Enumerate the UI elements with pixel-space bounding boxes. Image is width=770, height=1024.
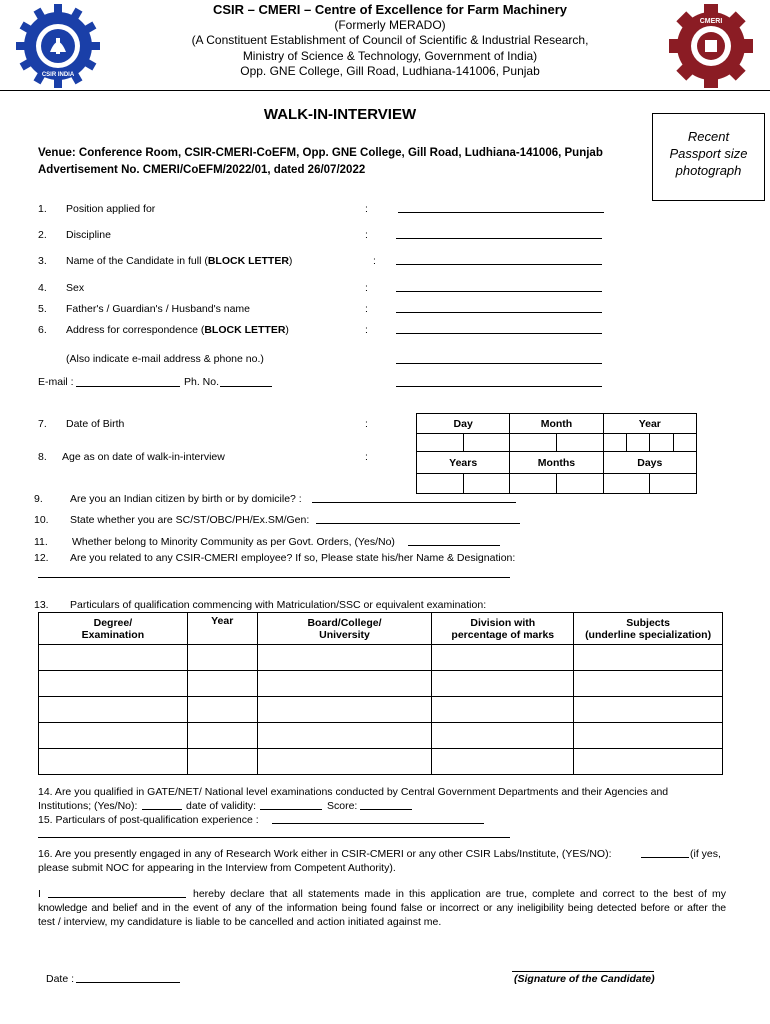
table-cell[interactable] [187, 749, 257, 775]
phone-input[interactable] [220, 377, 272, 387]
table-cell[interactable] [432, 645, 574, 671]
field-number: 7. [38, 418, 47, 430]
svg-text:CSIR INDIA: CSIR INDIA [41, 72, 75, 78]
age-months-header: Months [510, 452, 603, 474]
photo-box [652, 113, 765, 201]
qual-header-division [432, 613, 574, 645]
field-colon: : [365, 418, 368, 430]
score-input[interactable] [360, 800, 412, 810]
table-cell[interactable] [432, 697, 574, 723]
phone-label: Ph. No. [184, 376, 220, 388]
field-colon: : [373, 255, 376, 267]
field-label: Date of Birth [66, 418, 125, 430]
table-cell[interactable] [39, 645, 188, 671]
field-colon: : [365, 303, 368, 315]
cmeri-logo [666, 2, 756, 90]
discipline-input[interactable] [396, 229, 602, 239]
minority-input[interactable] [408, 536, 500, 546]
validity-input[interactable] [260, 800, 322, 810]
table-cell[interactable] [187, 697, 257, 723]
gate-net-input[interactable] [142, 800, 182, 810]
field-colon: : [365, 451, 368, 463]
email-row [38, 376, 74, 388]
field-number: 2. [38, 229, 47, 241]
age-years-cell[interactable] [463, 474, 510, 494]
qual-header-degree [39, 613, 188, 645]
citizenship-input[interactable] [312, 493, 516, 503]
header-line: Subjects [626, 616, 670, 629]
qual-header-board [257, 613, 432, 645]
q14-yesno-label: Institutions; (Yes/No): [38, 800, 138, 812]
experience-input[interactable] [272, 814, 484, 824]
research-input[interactable] [641, 848, 689, 858]
table-cell[interactable] [39, 749, 188, 775]
header-line-2: (Formerly MERADO) [334, 17, 446, 32]
field-label [66, 255, 292, 267]
venue-block [38, 145, 603, 179]
header-line: Board/College/ [307, 616, 382, 629]
field-label: Age as on date of walk-in-interview [62, 451, 225, 463]
table-row [39, 645, 723, 671]
q10-text: State whether you are SC/ST/OBC/PH/Ex.SM/Gen: [70, 514, 310, 526]
dob-day-cell[interactable] [463, 434, 510, 452]
table-row [39, 749, 723, 775]
signature-label: (Signature of the Candidate) [514, 973, 655, 985]
table-cell[interactable] [187, 645, 257, 671]
field-label: Discipline [66, 229, 111, 241]
name-input[interactable] [396, 255, 602, 265]
declaration-text-2: knowledge and belief and in the event of any of the information being found false or incorrect or any ineligibility being detected before or after the [38, 902, 726, 914]
table-cell[interactable] [257, 671, 432, 697]
declaration-text-3: test / interview, my candidature is liable to be cancelled and action initiated against me. [38, 916, 442, 928]
q12-number: 12. [34, 552, 49, 564]
table-cell[interactable] [39, 723, 188, 749]
dob-day-header: Day [417, 414, 510, 434]
q13-text: Particulars of qualification commencing with Matriculation/SSC or equivalent examination: [70, 599, 487, 611]
validity-label: date of validity: [186, 800, 257, 812]
declaration-text-1: hereby declare that all statements made in this application are true, complete and correct to the best of my [193, 888, 726, 900]
age-months-cell[interactable] [556, 474, 603, 494]
dob-month-cell[interactable] [556, 434, 603, 452]
header-line: (underline specialization) [585, 628, 712, 641]
age-years-cell[interactable] [417, 474, 464, 494]
table-cell[interactable] [39, 671, 188, 697]
qual-header-subjects [574, 613, 723, 645]
letterhead [150, 2, 630, 80]
q14-line-2 [38, 799, 137, 813]
category-input[interactable] [316, 514, 520, 524]
age-days-header: Days [603, 452, 696, 474]
table-cell[interactable] [574, 671, 723, 697]
dob-month-cell[interactable] [510, 434, 557, 452]
q11-text: Whether belong to Minority Community as per Govt. Orders, (Yes/No) [72, 536, 395, 548]
table-cell[interactable] [432, 723, 574, 749]
table-row [39, 697, 723, 723]
age-months-cell[interactable] [510, 474, 557, 494]
header-line-5: Opp. GNE College, Gill Road, Ludhiana-141006, Punjab [240, 64, 540, 78]
field-number: 4. [38, 282, 47, 294]
table-cell[interactable] [187, 671, 257, 697]
photo-box-line: photograph [675, 163, 742, 178]
field-label: Father's / Guardian's / Husband's name [66, 303, 251, 315]
q16-note: please submit NOC for appearing in the Interview from Competent Authority). [38, 862, 396, 874]
table-cell[interactable] [574, 697, 723, 723]
field-label-tail: ) [285, 324, 289, 336]
field-number: 5. [38, 303, 47, 315]
field-label-text: Name of the Candidate in full ( [66, 255, 208, 267]
field-label-bold: BLOCK LETTER [207, 255, 289, 267]
score-label: Score: [327, 800, 358, 812]
organisation-title: CSIR – CMERI – Centre of Excellence for Farm Machinery [213, 2, 567, 17]
position-input[interactable] [398, 203, 604, 213]
header-divider [0, 90, 770, 91]
csir-logo [12, 2, 104, 90]
field-label-tail: ) [288, 255, 293, 267]
dob-year-header: Year [603, 414, 696, 434]
field-label [66, 324, 289, 336]
qualification-header-row [39, 613, 723, 645]
header-line: Year [211, 615, 234, 627]
experience-input-line-2[interactable] [38, 828, 510, 838]
field-colon: : [365, 282, 368, 294]
email-hint: (Also indicate e-mail address & phone no.) [66, 353, 264, 365]
header-line-3: (A Constituent Establishment of Council of Scientific & Industrial Research, [191, 33, 589, 47]
q16-tail: (if yes, [690, 848, 721, 860]
age-years-header: Years [417, 452, 510, 474]
age-days-cell[interactable] [650, 474, 697, 494]
dob-year-cell[interactable] [650, 434, 673, 452]
field-label: Position applied for [66, 203, 156, 215]
field-label-text: Address for correspondence ( [66, 324, 205, 336]
table-cell[interactable] [39, 697, 188, 723]
table-cell[interactable] [257, 749, 432, 775]
address-input-line-3[interactable] [396, 377, 602, 387]
photo-box-line: Passport size [669, 146, 748, 161]
table-cell[interactable] [257, 645, 432, 671]
header-line: Division with [470, 616, 536, 629]
address-input[interactable] [396, 324, 602, 334]
dob-day-cell[interactable] [417, 434, 464, 452]
field-colon: : [365, 324, 368, 336]
email-label: E-mail : [38, 376, 74, 388]
header-line: University [319, 628, 370, 641]
q14-text: 14. Are you qualified in GATE/NET/ National level examinations conducted by Central Government Departments and their Agencies and [38, 786, 669, 798]
signature-line[interactable] [512, 962, 654, 972]
field-label-bold: BLOCK LETTER [204, 324, 286, 336]
qual-header-year [187, 613, 257, 645]
dob-month-header: Month [510, 414, 603, 434]
dob-year-cell[interactable] [603, 434, 626, 452]
table-row [39, 723, 723, 749]
field-number: 8. [38, 451, 47, 463]
header-line: Examination [81, 628, 145, 641]
relation-input[interactable] [38, 568, 510, 578]
date-input[interactable] [76, 973, 180, 983]
table-cell[interactable] [432, 671, 574, 697]
q10-number: 10. [34, 514, 49, 526]
field-label: Sex [66, 282, 85, 294]
table-cell[interactable] [574, 645, 723, 671]
table-cell[interactable] [257, 723, 432, 749]
age-days-cell[interactable] [603, 474, 650, 494]
q16-text: 16. Are you presently engaged in any of Research Work either in CSIR-CMERI or any other CSIR Labs/Institute, (YES/NO): [38, 848, 612, 860]
q13-number: 13. [34, 599, 49, 611]
address-input-line-2[interactable] [396, 354, 602, 364]
svg-text:CMERI: CMERI [699, 18, 723, 25]
field-number: 1. [38, 203, 47, 215]
q12-text: Are you related to any CSIR-CMERI employee? If so, Please state his/her Name & Designation: [70, 552, 516, 564]
table-cell[interactable] [432, 749, 574, 775]
field-colon: : [365, 203, 368, 215]
date-label: Date : [46, 973, 75, 985]
table-row [39, 671, 723, 697]
advertisement-number: Advertisement No. CMERI/CoEFM/2022/01, dated 26/07/2022 [38, 164, 366, 176]
header-line: Degree/ [93, 616, 133, 629]
dob-year-cell[interactable] [673, 434, 696, 452]
dob-age-grid [416, 413, 697, 494]
field-number: 3. [38, 255, 47, 267]
header-line: percentage of marks [451, 628, 555, 641]
q11-number: 11. [34, 536, 48, 548]
q15-text: 15. Particulars of post-qualification experience : [38, 814, 259, 826]
table-cell[interactable] [574, 723, 723, 749]
table-cell[interactable] [257, 697, 432, 723]
email-input[interactable] [76, 377, 180, 387]
table-cell[interactable] [574, 749, 723, 775]
declarant-name-input[interactable] [48, 888, 186, 898]
qualification-table [38, 612, 723, 775]
declaration-i: I [38, 888, 41, 900]
q9-number: 9. [34, 493, 43, 505]
dob-year-cell[interactable] [626, 434, 649, 452]
venue-text: Venue: Conference Room, CSIR-CMERI-CoEFM, Opp. GNE College, Gill Road, Ludhiana-141006, Punjab [38, 147, 603, 159]
field-colon: : [365, 229, 368, 241]
guardian-name-input[interactable] [396, 303, 602, 313]
form-heading: WALK-IN-INTERVIEW [263, 106, 417, 123]
table-cell[interactable] [187, 723, 257, 749]
header-line-4: Ministry of Science & Technology, Government of India) [242, 48, 538, 63]
photo-box-line: Recent [687, 129, 730, 144]
q9-text: Are you an Indian citizen by birth or by domicile? : [70, 493, 302, 505]
field-number: 6. [38, 324, 47, 336]
sex-input[interactable] [396, 282, 602, 292]
